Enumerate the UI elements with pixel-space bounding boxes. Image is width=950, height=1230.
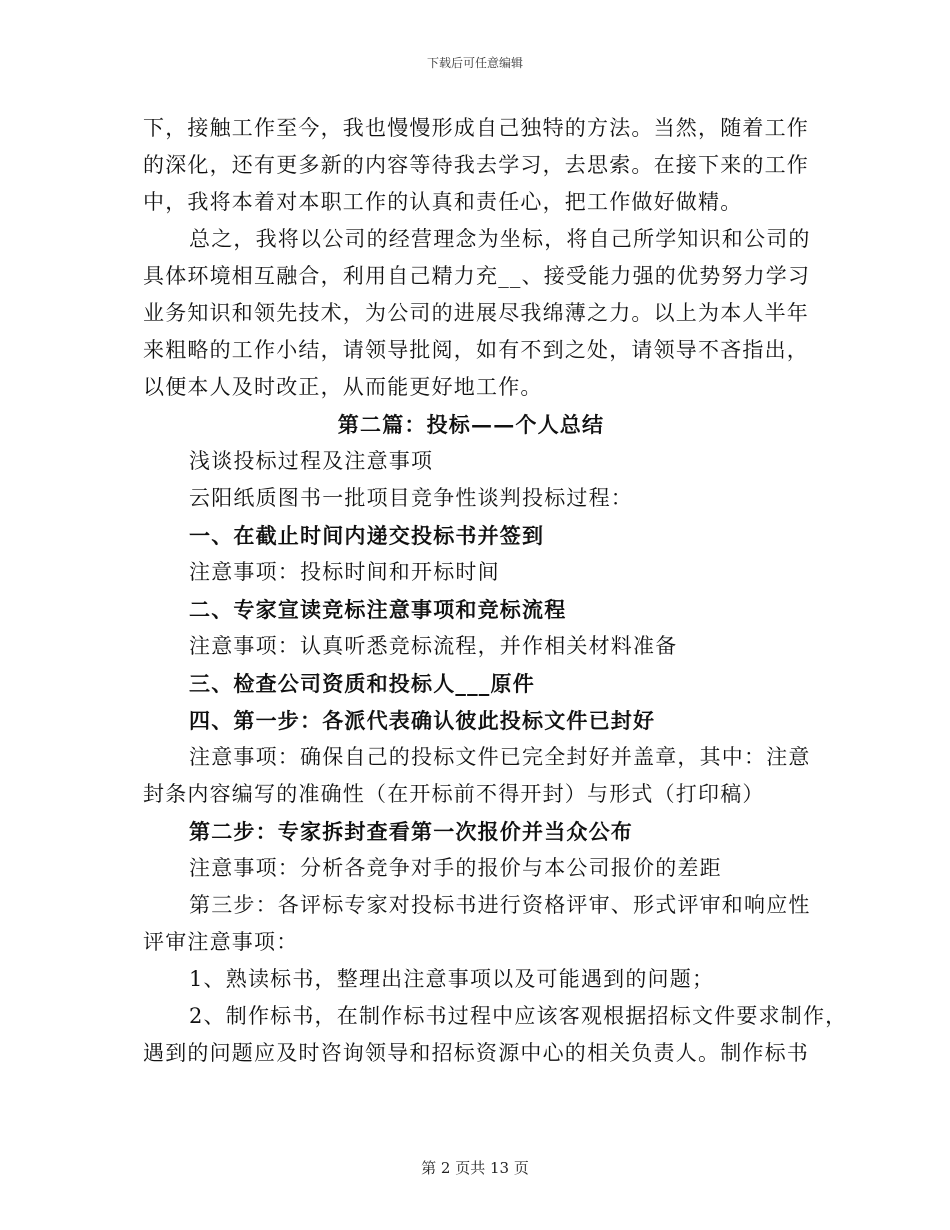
- body-line: 以便本人及时改正，从而能更好地工作。: [143, 375, 543, 399]
- body-line: 下，接触工作至今，我也慢慢形成自己独特的方法。当然，随着工作: [143, 116, 809, 140]
- document-body: [143, 110, 848, 1072]
- body-line: 注意事项：确保自己的投标文件已完全封好并盖章，其中：注意: [189, 745, 811, 769]
- step-heading: 第二步：专家拆封查看第一次报价并当众公布: [189, 819, 633, 844]
- step-heading: 二、专家宣读竞标注意事项和竞标流程: [189, 597, 567, 622]
- body-line: 封条内容编写的准确性（在开标前不得开封）与形式（打印稿）: [143, 782, 765, 806]
- body-line: 来粗略的工作小结，请领导批阅，如有不到之处，请领导不吝指出，: [143, 338, 809, 362]
- step-heading: 三、检查公司资质和投标人___原件: [189, 671, 535, 696]
- body-line: 2、制作标书，在制作标书过程中应该客观根据招标文件要求制作，: [189, 1004, 848, 1028]
- step-heading: 四、第一步：各派代表确认彼此投标文件已封好: [189, 708, 656, 733]
- body-line: 第三步：各评标专家对投标书进行资格评审、形式评审和响应性: [189, 893, 811, 917]
- page-header: 下载后可任意编辑: [426, 56, 523, 70]
- body-line: 注意事项：分析各竞争对手的报价与本公司报价的差距: [189, 856, 722, 880]
- section-title: 第二篇：投标——个人总结: [337, 412, 605, 437]
- step-heading: 一、在截止时间内递交投标书并签到: [189, 523, 545, 548]
- body-line: 1、熟读标书，整理出注意事项以及可能遇到的问题；: [189, 967, 715, 991]
- body-line: 注意事项：投标时间和开标时间: [189, 560, 500, 584]
- body-line: 遇到的问题应及时咨询领导和招标资源中心的相关负责人。制作标书: [143, 1041, 809, 1065]
- body-line: 总之，我将以公司的经营理念为坐标，将自己所学知识和公司的: [189, 227, 811, 251]
- body-line: 注意事项：认真听悉竞标流程，并作相关材料准备: [189, 634, 678, 658]
- body-line: 的深化，还有更多新的内容等待我去学习，去思索。在接下来的工作: [143, 153, 809, 177]
- body-line: 评审注意事项：: [143, 930, 299, 954]
- page-footer: 第 2 页共 13 页: [421, 1159, 529, 1177]
- body-line: 业务知识和领先技术，为公司的进展尽我绵薄之力。以上为本人半年: [143, 301, 809, 325]
- body-line: 浅谈投标过程及注意事项: [189, 449, 434, 473]
- body-line: 具体环境相互融合，利用自己精力充__、接受能力强的优势努力学习: [143, 264, 811, 288]
- body-line: 中，我将本着对本职工作的认真和责任心，把工作做好做精。: [143, 190, 743, 214]
- body-line: 云阳纸质图书一批项目竞争性谈判投标过程：: [189, 486, 633, 510]
